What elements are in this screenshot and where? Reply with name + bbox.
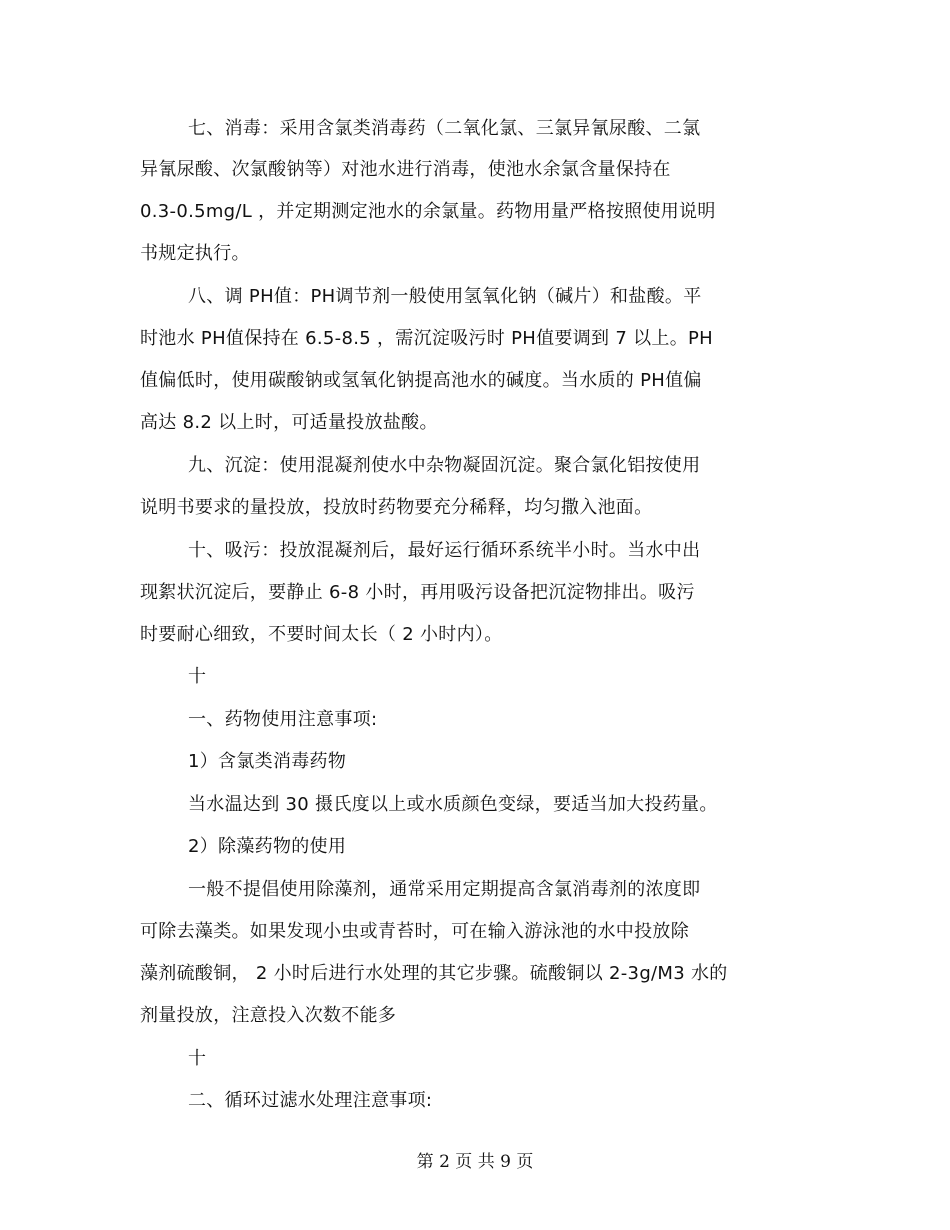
section-11-heading: 一、药物使用注意事项: [188,709,378,730]
paragraph-8-line-2: 时池水 PH值保持在 6.5-8.5 ，需沉淀吸污时 PH值要调到 7 以上。PH [140,328,713,349]
paragraph-7-line-4: 书规定执行。 [140,243,250,264]
paragraph-7-line-1: 七、消毒：采用含氯类消毒药（二氧化氯、三氯异氰尿酸、二氯 [188,118,701,139]
chlorine-note: 当水温达到 30 摄氏度以上或水质颜色变绿，要适当加大投药量。 [188,794,718,815]
paragraph-10-line-1: 十、吸污：投放混凝剂后，最好运行循环系统半小时。当水中出 [188,540,701,561]
algaecide-line-4: 剂量投放，注意投入次数不能多 [140,1005,397,1026]
subheading-chlorine: 1）含氯类消毒药物 [188,751,347,772]
paragraph-8-line-4: 高达 8.2 以上时，可适量投放盐酸。 [140,412,438,433]
paragraph-7-line-3: 0.3-0.5mg/L ，并定期测定池水的余氯量。药物用量严格按照使用说明 [140,201,716,222]
subheading-algaecide: 2）除藻药物的使用 [188,836,347,857]
algaecide-line-2: 可除去藻类。如果发现小虫或青苔时，可在输入游泳池的水中投放除 [140,921,689,942]
algaecide-line-3: 藻剂硫酸铜， 2 小时后进行水处理的其它步骤。硫酸铜以 2-3g/M3 水的 [140,963,728,984]
paragraph-9-line-2: 说明书要求的量投放，投放时药物要充分稀释，均匀撒入池面。 [140,497,653,518]
section-12-heading: 二、循环过滤水处理注意事项: [188,1090,433,1111]
paragraph-8-line-1: 八、调 PH值：PH调节剂一般使用氢氧化钠（碱片）和盐酸。平 [188,286,702,307]
page-footer: 第 2 页 共 9 页 [416,1152,534,1172]
section-12-number: 十 [188,1048,207,1069]
paragraph-10-line-2: 现絮状沉淀后，要静止 6-8 小时，再用吸污设备把沉淀物排出。吸污 [140,582,695,603]
paragraph-9-line-1: 九、沉淀：使用混凝剂使水中杂物凝固沉淀。聚合氯化铝按使用 [188,455,701,476]
paragraph-8-line-3: 值偏低时，使用碳酸钠或氢氧化钠提高池水的碱度。当水质的 PH值偏 [140,370,702,391]
section-11-number: 十 [188,666,207,687]
algaecide-line-1: 一般不提倡使用除藻剂，通常采用定期提高含氯消毒剂的浓度即 [188,879,701,900]
paragraph-10-line-3: 时要耐心细致，不要时间太长（ 2 小时内）。 [140,624,503,645]
paragraph-7-line-2: 异氰尿酸、次氯酸钠等）对池水进行消毒，使池水余氯含量保持在 [140,159,671,180]
